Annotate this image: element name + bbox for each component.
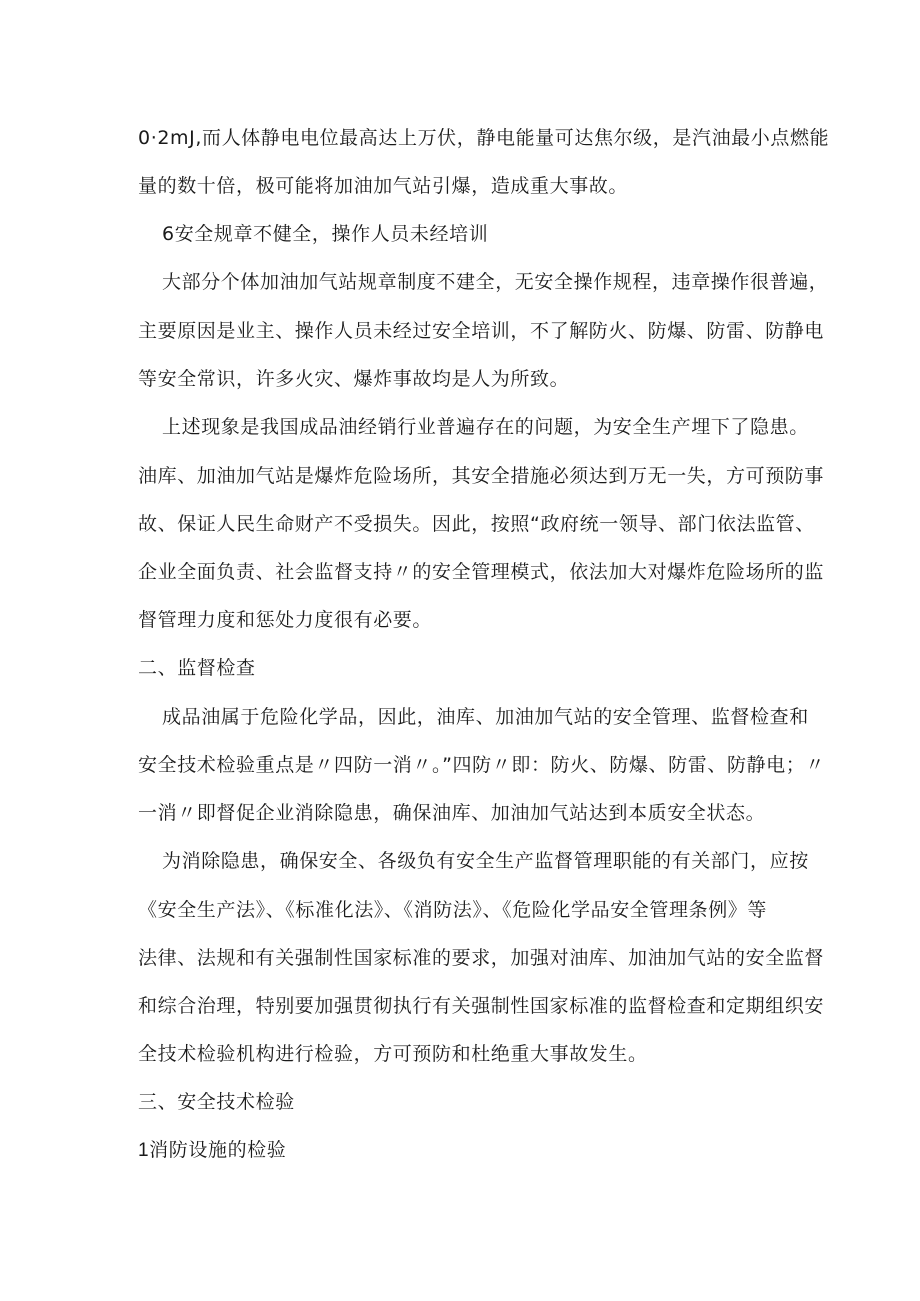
- paragraph-line-17: 《安全生产法》、《标准化法》、《消防法》、《危险化学品安全管理条例》等: [138, 899, 768, 921]
- paragraph-line-10: 企业全面负责、社会监督支持〃的安全管理模式，依法加大对爆炸危险场所的监: [138, 561, 825, 583]
- subsection-heading-1: 1消防设施的检验: [138, 1140, 287, 1161]
- paragraph-line-7: 上述现象是我国成品油经销行业普遍存在的问题，为安全生产埋下了隐患。: [162, 416, 809, 438]
- paragraph-line-11: 督管理力度和惩处力度很有必要。: [138, 609, 433, 631]
- paragraph-line-5: 主要原因是业主、操作人员未经过安全培训，不了解防火、防爆、防雷、防静电: [138, 320, 825, 342]
- paragraph-line-2: 量的数十倍，极可能将加油加气站引爆，造成重大事故。: [138, 175, 629, 197]
- paragraph-line-15: 一消〃即督促企业消除隐患，确保油库、加油加气站达到本质安全状态。: [138, 802, 766, 824]
- paragraph-line-20: 全技术检验机构进行检验，方可预防和杜绝重大事故发生。: [138, 1043, 648, 1065]
- paragraph-line-13: 成品油属于危险化学品，因此，油库、加油加气站的安全管理、监督检查和: [162, 706, 809, 728]
- paragraph-line-19: 和综合治理，特别要加强贯彻执行有关强制性国家标准的监督检查和定期组织安: [138, 995, 825, 1017]
- paragraph-line-16: 为消除隐患，确保安全、各级负有安全生产监督管理职能的有关部门，应按: [162, 850, 809, 872]
- paragraph-line-1: 0·2mJ,而人体静电电位最高达上万伏，静电能量可达焦尔级，是汽油最小点燃能: [138, 127, 830, 149]
- paragraph-line-14: 安全技术检验重点是〃四防一消〃。”四防〃即：防火、防爆、防雷、防静电；〃: [138, 754, 825, 776]
- section-heading-2: 二、监督检查: [138, 657, 256, 679]
- paragraph-line-4: 大部分个体加油加气站规章制度不建全，无安全操作规程，违章操作很普遍，: [162, 271, 829, 293]
- section-heading-3: 三、安全技术检验: [138, 1091, 295, 1113]
- paragraph-line-6: 等安全常识，许多火灾、爆炸事故均是人为所致。: [138, 368, 570, 390]
- paragraph-line-8: 油库、加油加气站是爆炸危险场所，其安全措施必须达到万无一失，方可预防事: [138, 465, 825, 487]
- section-heading-6: 6安全规章不健全，操作人员未经培训: [162, 223, 489, 245]
- paragraph-line-18: 法律、法规和有关强制性国家标准的要求，加强对油库、加油加气站的安全监督: [138, 947, 825, 969]
- paragraph-line-9: 故、保证人民生命财产不受损失。因此，按照“政府统一领导、部门依法监管、: [138, 513, 815, 535]
